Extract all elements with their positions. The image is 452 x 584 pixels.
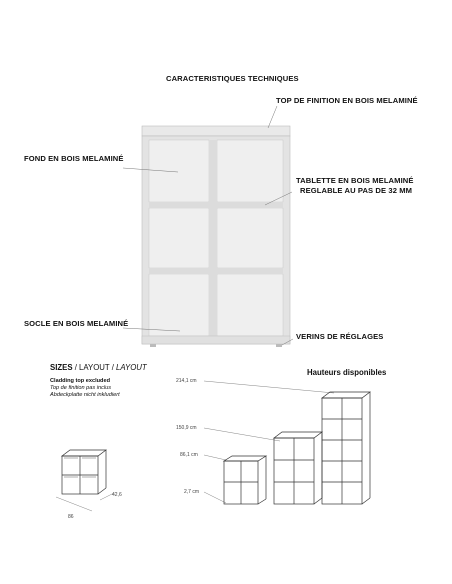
layout-cabinet-tall [322, 392, 370, 504]
layout-cabinet-mid [274, 432, 322, 504]
layout-word: LAYOUT [79, 363, 110, 372]
label-shelf-line2: REGLABLE AU PAS DE 32 MM [300, 186, 413, 195]
diagram-title: CARACTERISTIQUES TECHNIQUES [166, 74, 299, 83]
label-plinth: SOCLE EN BOIS MELAMINÉ [24, 319, 129, 328]
heights-title: Hauteurs disponibles [307, 368, 387, 377]
note-french: Top de finition pas inclus [50, 385, 112, 391]
label-back-panel: FOND EN BOIS MELAMINÉ [24, 154, 124, 163]
layout-cabinet-low [224, 456, 266, 504]
dimension-lines [56, 493, 114, 511]
height-level: 150,9 cm [176, 425, 197, 431]
note-german: Abdeckplatte nicht inkludiert [50, 392, 120, 398]
sizes-heading [50, 363, 147, 372]
separator: / [74, 363, 77, 372]
compartment [149, 208, 209, 268]
height-lines [204, 381, 334, 503]
dimension-depth: 42,6 [112, 492, 122, 498]
bookcase-illustration [142, 126, 290, 347]
height-level: 2,7 cm [184, 489, 200, 495]
compartment [149, 140, 209, 202]
layout-word-italic: LAYOUT [116, 363, 147, 372]
cladding-top [142, 126, 290, 136]
separator: / [111, 363, 114, 372]
height-level: 214,1 cm [176, 378, 197, 384]
label-shelf-line1: TABLETTE EN BOIS MELAMINÉ [296, 176, 414, 185]
compartment [217, 140, 283, 202]
compartment [217, 208, 283, 268]
dimension-width: 86 [68, 514, 74, 520]
label-top-finish: TOP DE FINITION EN BOIS MELAMINÉ [276, 96, 418, 105]
leveling-foot [150, 344, 156, 347]
layout-cabinet-small [62, 450, 106, 494]
note-english: Cladding top excluded [50, 378, 110, 384]
compartment [217, 274, 283, 336]
leveling-foot [276, 344, 282, 347]
compartment [149, 274, 209, 336]
plinth [142, 336, 290, 344]
divider [209, 140, 217, 336]
sizes-word: SIZES [50, 363, 73, 372]
label-leveling-feet: VERINS DE RÉGLAGES [296, 332, 384, 341]
height-level: 86,1 cm [180, 452, 198, 458]
cladding-notes [50, 378, 120, 399]
